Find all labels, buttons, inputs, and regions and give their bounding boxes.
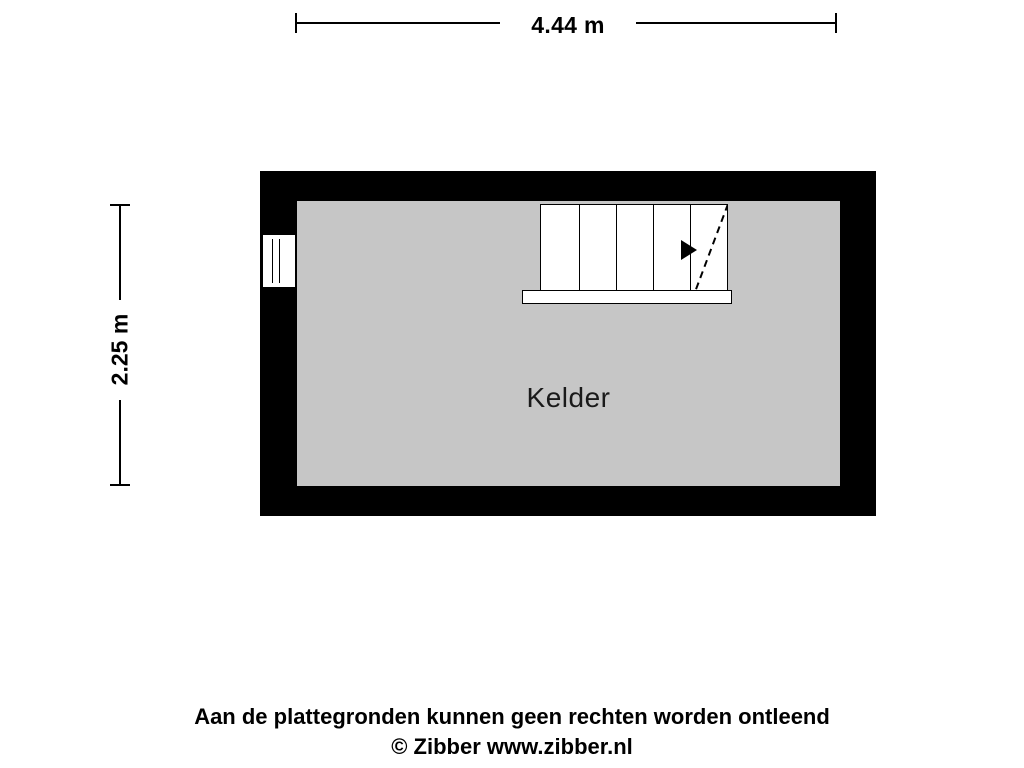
left-dimension-end-cap-bottom <box>110 484 130 486</box>
left-dimension-label: 2.25 m <box>106 313 133 386</box>
window-pane-icon <box>272 239 280 283</box>
stair-direction-arrow-icon <box>681 240 697 260</box>
stair-bottom-step <box>522 290 732 304</box>
top-dimension-end-cap-left <box>295 13 297 33</box>
room-label-kelder: Kelder <box>526 382 611 413</box>
left-dimension-end-cap-top <box>110 204 130 206</box>
stair-winder-line <box>540 204 728 292</box>
footer-disclaimer: Aan de plattegronden kunnen geen rechten worden ontleend <box>194 704 830 729</box>
top-dimension-label: 4.44 m <box>531 12 605 38</box>
footer-copyright: © Zibber www.zibber.nl <box>391 734 633 759</box>
footer <box>0 702 1024 762</box>
top-dimension-end-cap-right <box>835 13 837 33</box>
